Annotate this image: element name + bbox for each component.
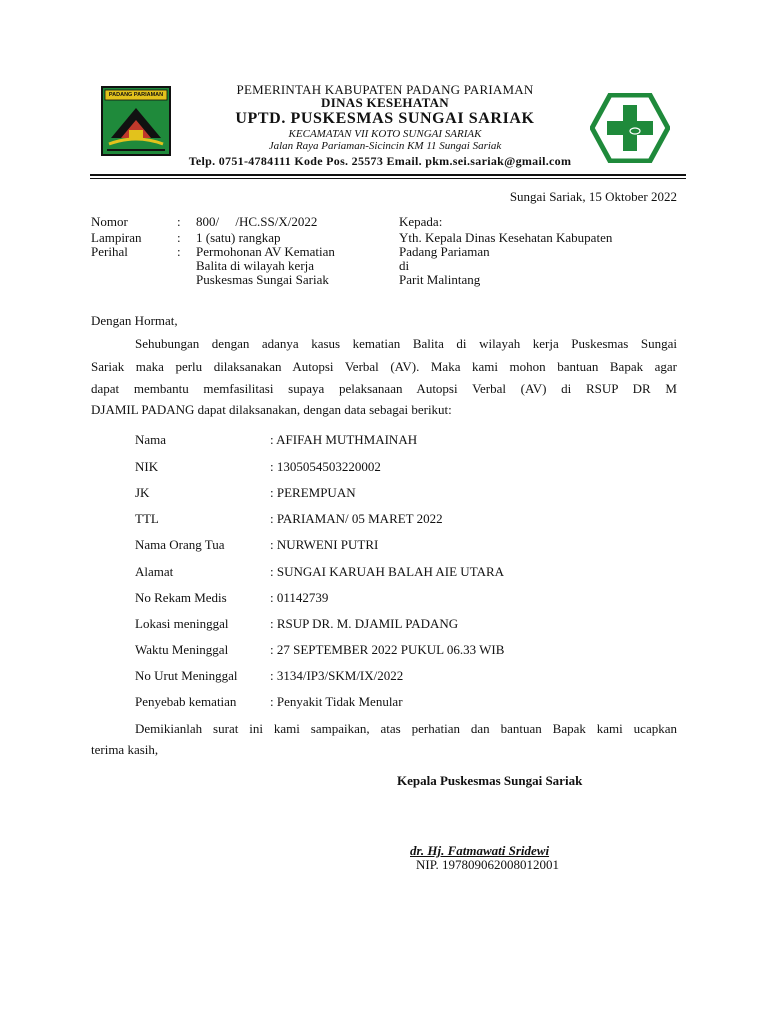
detail-label: Nama Orang Tua [135,537,225,552]
letterhead-address: Jalan Raya Pariaman-Sicincin KM 11 Sungai Sariak [268,140,502,152]
detail-label: JK [135,485,150,500]
detail-value: : 27 SEPTEMBER 2022 PUKUL 06.33 WIB [270,642,505,657]
perihal-line-2: Balita di wilayah kerja [196,258,315,273]
signature-title: Kepala Puskesmas Sungai Sariak [397,773,583,788]
letterhead-district: KECAMATAN VII KOTO SUNGAI SARIAK [288,128,482,140]
detail-label: No Rekam Medis [135,590,227,605]
detail-label: No Urut Meninggal [135,668,238,683]
salutation: Dengan Hormat, [91,313,178,328]
nomor-value: 800/ /HC.SS/X/2022 [196,214,318,229]
recipient-line-1: Kepada: [399,214,443,229]
signature-name: dr. Hj. Fatmawati Sridewi [410,843,550,858]
detail-label: Waktu Meninggal [135,642,229,657]
paragraph-line-2: Sariak maka perlu dilaksanakan Autopsi Verbal (AV). Maka kami mohon bantuan Bapak agar [91,359,677,374]
recipient-line-3: Padang Pariaman [399,244,490,259]
closing-line-1: Demikianlah surat ini kami sampaikan, atas perhatian dan bantuan Bapak kami ucapkan [135,721,677,736]
detail-value: : 01142739 [270,590,329,605]
perihal-label: Perihal [91,244,128,259]
letterhead-government: PEMERINTAH KABUPATEN PADANG PARIAMAN [236,82,534,97]
detail-label: Lokasi meninggal [135,616,229,631]
paragraph-line-4: DJAMIL PADANG dapat dilaksanakan, dengan data sebagai berikut: [91,402,452,417]
detail-value: : Penyakit Tidak Menular [270,694,403,709]
detail-label: Penyebab kematian [135,694,237,709]
letterhead-institution: UPTD. PUSKESMAS SUNGAI SARIAK [235,110,535,127]
perihal-line-3: Puskesmas Sungai Sariak [196,272,329,287]
letterhead-contact: Telp. 0751-4784111 Kode Pos. 25573 Email. pkm.sei.sariak@gmail.com [188,154,572,168]
detail-label: Nama [135,432,167,447]
detail-value: : RSUP DR. M. DJAMIL PADANG [270,616,459,631]
letterhead-divider [90,174,686,176]
paragraph-line-1: Sehubungan dengan adanya kasus kematian Balita di wilayah kerja Puskesmas Sungai [135,336,677,351]
perihal-line-1: Permohonan AV Kematian [196,244,335,259]
detail-label: TTL [135,511,159,526]
letterhead-department: DINAS KESEHATAN [321,95,449,110]
lampiran-colon: : [177,230,181,245]
nomor-label: Nomor [91,214,128,229]
recipient-line-2: Yth. Kepala Dinas Kesehatan Kabupaten [399,230,613,245]
detail-label: NIK [135,459,159,474]
lampiran-label: Lampiran [91,230,142,245]
signature-nip: NIP. 197809062008012001 [416,857,560,872]
letterhead-divider-thin [90,178,686,179]
perihal-colon: : [177,244,181,259]
detail-label: Alamat [135,564,174,579]
paragraph-line-3: dapat membantu memfasilitasi supaya pelaksanaan Autopsi Verbal (AV) di RSUP DR M [91,381,677,396]
nomor-colon: : [177,214,181,229]
detail-value: : 1305054503220002 [270,459,381,474]
detail-value: : PEREMPUAN [270,485,356,500]
detail-value: : SUNGAI KARUAH BALAH AIE UTARA [270,564,505,579]
recipient-line-5: Parit Malintang [399,272,481,287]
logo-caption: PADANG PARIAMAN [108,92,164,98]
recipient-line-4: di [399,258,410,273]
detail-value: : NURWENI PUTRI [270,537,379,552]
detail-value: : 3134/IP3/SKM/IX/2022 [270,668,404,683]
lampiran-value: 1 (satu) rangkap [196,230,281,245]
closing-line-2: terima kasih, [91,742,159,757]
detail-value: : PARIAMAN/ 05 MARET 2022 [270,511,443,526]
date-place: Sungai Sariak, 15 Oktober 2022 [509,189,677,204]
detail-value: : AFIFAH MUTHMAINAH [270,432,418,447]
